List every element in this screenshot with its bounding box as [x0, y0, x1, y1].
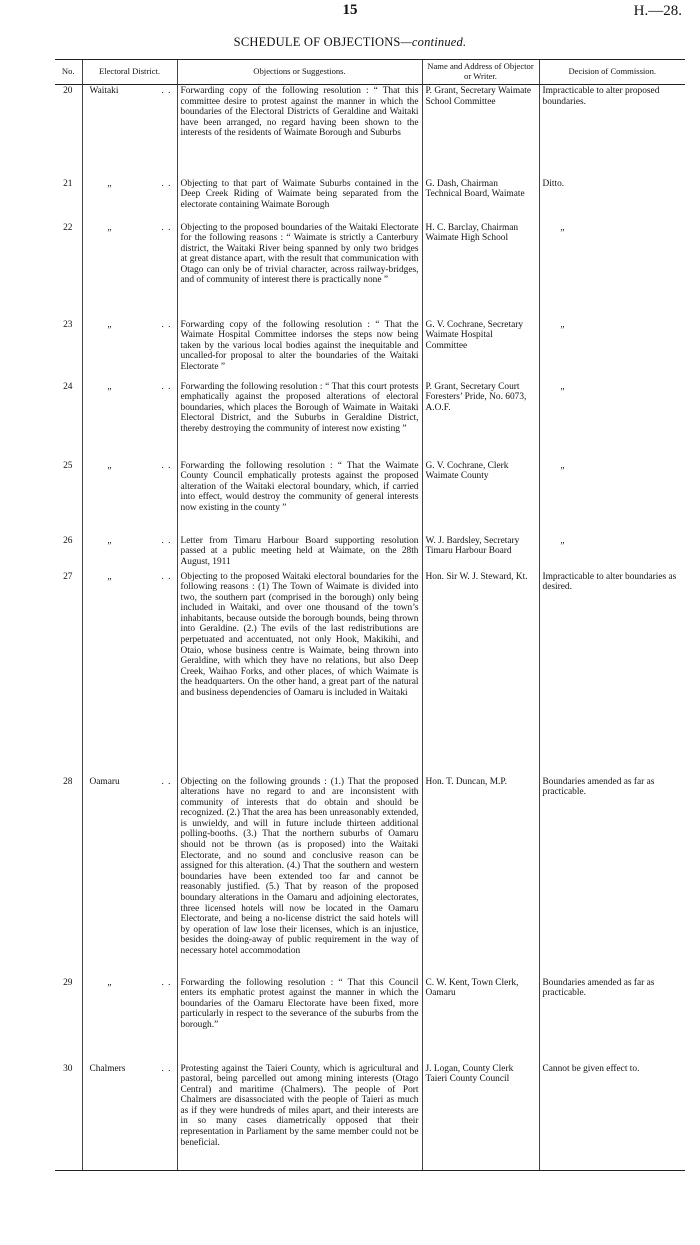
column-header-no: No.	[55, 60, 82, 85]
objector-name: G. V. Cochrane, Clerk Waimate County	[422, 460, 539, 535]
decision-text: Cannot be given effect to.	[542, 1063, 640, 1074]
commission-decision	[539, 977, 685, 1063]
row-number: 28	[63, 776, 73, 787]
decision-text: Ditto.	[542, 178, 565, 189]
electoral-district-cell	[82, 571, 177, 776]
decision-text: „	[560, 535, 565, 546]
electoral-district: „	[107, 178, 112, 189]
objector-name: G. Dash, Chairman Technical Board, Waimate	[422, 178, 539, 222]
objector-name: P. Grant, Secretary Court Foresters’ Pride, No. 6073, A.O.F.	[422, 381, 539, 460]
objector-name: P. Grant, Secretary Waimate School Committee	[422, 85, 539, 178]
table-row	[55, 85, 685, 178]
objector-name: G. V. Cochrane, Secretary Waimate Hospital Committee	[422, 319, 539, 381]
electoral-district-cell	[82, 460, 177, 535]
row-number: 30	[55, 1063, 82, 1171]
table-row	[55, 381, 685, 460]
electoral-district: „	[107, 977, 112, 988]
objection-text: Letter from Timaru Harbour Board supporting resolution passed at a public meeting held at Waimate, on the 28th August, 1911	[177, 535, 422, 571]
electoral-district: „	[107, 460, 112, 471]
electoral-district: Waitaki	[89, 86, 119, 96]
objection-text: Objecting on the following grounds : (1.) That the proposed alterations have no regard to and are inconsistent with community of interests that do obtain and should be recognized. (2.) That the area has been unreasonably extended, is unwieldy, and will in future include thirteen additional polling-booths. (3.) That the northern suburbs of Oamaru should not be thrown (as is proposed) into the Waitaki Electorate, and no sound and conclusive reason can be assigned for this alteration. (4.) That the southern and western boundaries have been extended too far and cannot be reasonably justified. (5.) That by reason of the proposed boundary alterations in the Oamaru and adjoining electorates, three licensed hotels will now be located in the Oamaru Electorate, and being a no-license district the said hotels will by operation of law lose their licenses, which is an injustice, besides the doing-away of public requirement in the way of necessary hotel accommodation	[177, 776, 422, 977]
row-number: 20	[63, 86, 73, 96]
electoral-district-cell	[82, 776, 177, 977]
commission-decision	[539, 319, 685, 381]
commission-decision	[539, 381, 685, 460]
decision-text: „	[560, 381, 565, 392]
electoral-district-cell	[82, 319, 177, 381]
decision-text: Impracticable to alter proposed boundaries.	[542, 86, 660, 107]
decision-text: „	[560, 460, 565, 471]
objector-name: Hon. Sir W. J. Steward, Kt.	[422, 571, 539, 776]
electoral-district-cell	[82, 381, 177, 460]
electoral-district: „	[107, 222, 112, 233]
decision-text: Impracticable to alter boundaries as desired.	[542, 571, 677, 593]
page-title	[0, 35, 700, 50]
dot-leader: . .	[161, 776, 172, 787]
dot-leader: . .	[161, 381, 172, 392]
dot-leader: . .	[161, 1063, 172, 1074]
table-row	[55, 535, 685, 571]
objection-text: Forwarding copy of the following resolution : “ That the Waimate Hospital Committee indorses the steps now being taken by the various local bodies against the inequitable and uncalled-for proposal to alter the boundaries of the Waitaki Electorate ”	[177, 319, 422, 381]
page-number: 15	[342, 2, 358, 18]
objection-text: Forwarding copy of the following resolution : “ That this committee desire to protest against the manner in which the boundaries of the Electoral Districts of Geraldine and Waitaki have been arranged, no regard having been shown to the interests of the residents of Waimate Borough and Suburbs	[177, 85, 422, 178]
column-header-decision: Decision of Commission.	[539, 60, 685, 85]
column-header-name: Name and Address of Objector or Writer.	[422, 60, 539, 85]
electoral-district-cell	[82, 535, 177, 571]
electoral-district: „	[107, 381, 112, 392]
table-header-row	[55, 60, 685, 85]
commission-decision	[539, 776, 685, 977]
title-main: SCHEDULE OF OBJECTIONS	[233, 35, 401, 49]
table-row	[55, 776, 685, 977]
row-number: 23	[63, 319, 73, 330]
electoral-district: „	[107, 571, 112, 582]
electoral-district: Oamaru	[89, 776, 120, 787]
commission-decision	[539, 85, 685, 178]
objection-text: Objecting to that part of Waimate Suburbs contained in the Deep Creek Riding of Waimate being separated from the electorate containing Waimate Borough	[177, 178, 422, 222]
objection-text: Objecting to the proposed Waitaki electoral boundaries for the following reasons : (1) The Town of Waimate is divided into two, the southern part (comprised in the borough) only being included in Waitaki, and over one thousand of the town’s inhabitants, because outside the borough bounds, being thrown into Geraldine. (2.) The evils of the last redistributions are perpetuated and accentuated, not only Hook, Makikihi, and Otaio, whose business centre is Waimate, being thrown into Geraldine, with which they have no relations, but also Deep Creek, Waihao Forks, and other places, of which Waimate is the headquarters. On the other hand, a great part of the natural and business dependencies of Oamaru is included in Waitaki	[177, 571, 422, 776]
table-body	[55, 85, 685, 1171]
row-number: 29	[63, 977, 73, 988]
electoral-district-cell	[82, 178, 177, 222]
commission-decision	[539, 178, 685, 222]
decision-text: „	[560, 222, 565, 233]
electoral-district: „	[107, 535, 112, 546]
objector-name: H. C. Barclay, Chairman Waimate High School	[422, 222, 539, 319]
dot-leader: . .	[161, 178, 172, 189]
table-row	[55, 977, 685, 1063]
commission-decision	[539, 1063, 685, 1171]
dot-leader: . .	[161, 460, 172, 471]
table-row	[55, 571, 685, 776]
decision-text: „	[560, 319, 565, 330]
commission-decision	[539, 222, 685, 319]
row-number: 24	[63, 381, 73, 392]
electoral-district-cell	[82, 85, 177, 178]
table-row	[55, 178, 685, 222]
row-number: 26	[63, 535, 73, 546]
dot-leader: . .	[161, 222, 172, 233]
electoral-district: „	[107, 319, 112, 330]
dot-leader: . .	[161, 535, 172, 546]
table-row	[55, 1063, 685, 1171]
objector-name: Hon. T. Duncan, M.P.	[422, 776, 539, 977]
row-number: 21	[63, 178, 73, 189]
objector-name: C. W. Kent, Town Clerk, Oamaru	[422, 977, 539, 1063]
decision-text: Boundaries amended as far as practicable.	[542, 977, 655, 999]
electoral-district: Chalmers	[89, 1063, 126, 1074]
objection-text: Forwarding the following resolution : “ That the Waimate County Council emphatically protests against the proposed alteration of the Waitaki electoral boundary, which, if carried into effect, would destroy the community of general interests now existing in the county ”	[177, 460, 422, 535]
row-number: 25	[63, 460, 73, 471]
objector-name: J. Logan, County Clerk Taieri County Council	[422, 1063, 539, 1171]
objection-text: Forwarding the following resolution : “ That this court protests emphatically against the proposed alterations of electoral boundaries, which places the Borough of Waimate in Waitaki Electoral District, and the Suburbs in Geraldine District, thereby destroying the community of interest now existing ”	[177, 381, 422, 460]
column-header-objection: Objections or Suggestions.	[177, 60, 422, 85]
dot-leader: . .	[161, 571, 172, 582]
commission-decision	[539, 571, 685, 776]
objection-text: Protesting against the Taieri County, which is agricultural and pastoral, being parcelled out among mining interests (Otago Central) and maritime (Chalmers). The people of Port Chalmers are disassociated with the people of Taieri as much as if they were hundreds of miles apart, and their interests are in so many cases diametrically opposed that their representation in Parliament by the same member could not be beneficial.	[177, 1063, 422, 1171]
objection-text: Objecting to the proposed boundaries of the Waitaki Electorate for the following reasons : “ Waimate is strictly a Canterbury district, the Waitaki River being spanned by only two bridges at great distance apart, with the result that communication with Otago can only be of trivial character, across railway-bridges, and of community of interest there is practically none ”	[177, 222, 422, 319]
electoral-district-cell	[82, 222, 177, 319]
commission-decision	[539, 460, 685, 535]
document-reference: H.—28.	[633, 3, 682, 19]
table-row	[55, 319, 685, 381]
title-suffix: —continued.	[400, 35, 467, 49]
dot-leader: . .	[161, 86, 172, 96]
dot-leader: . .	[161, 319, 172, 330]
decision-text: Boundaries amended as far as practicable.	[542, 776, 655, 798]
row-number: 27	[63, 571, 73, 582]
row-number: 22	[63, 222, 73, 233]
objections-table	[55, 59, 685, 1171]
electoral-district-cell	[82, 1063, 177, 1171]
table-row	[55, 460, 685, 535]
electoral-district-cell	[82, 977, 177, 1063]
objection-text: Forwarding the following resolution : “ That this Council enters its emphatic protest against the manner in which the boundaries of the Oamaru Electorate have been fixed, more particularly in respect to the severance of the suburbs from the borough.”	[177, 977, 422, 1063]
table-row	[55, 222, 685, 319]
objector-name: W. J. Bardsley, Secretary Timaru Harbour Board	[422, 535, 539, 571]
commission-decision	[539, 535, 685, 571]
column-header-district: Electoral District.	[82, 60, 177, 85]
dot-leader: . .	[161, 977, 172, 988]
